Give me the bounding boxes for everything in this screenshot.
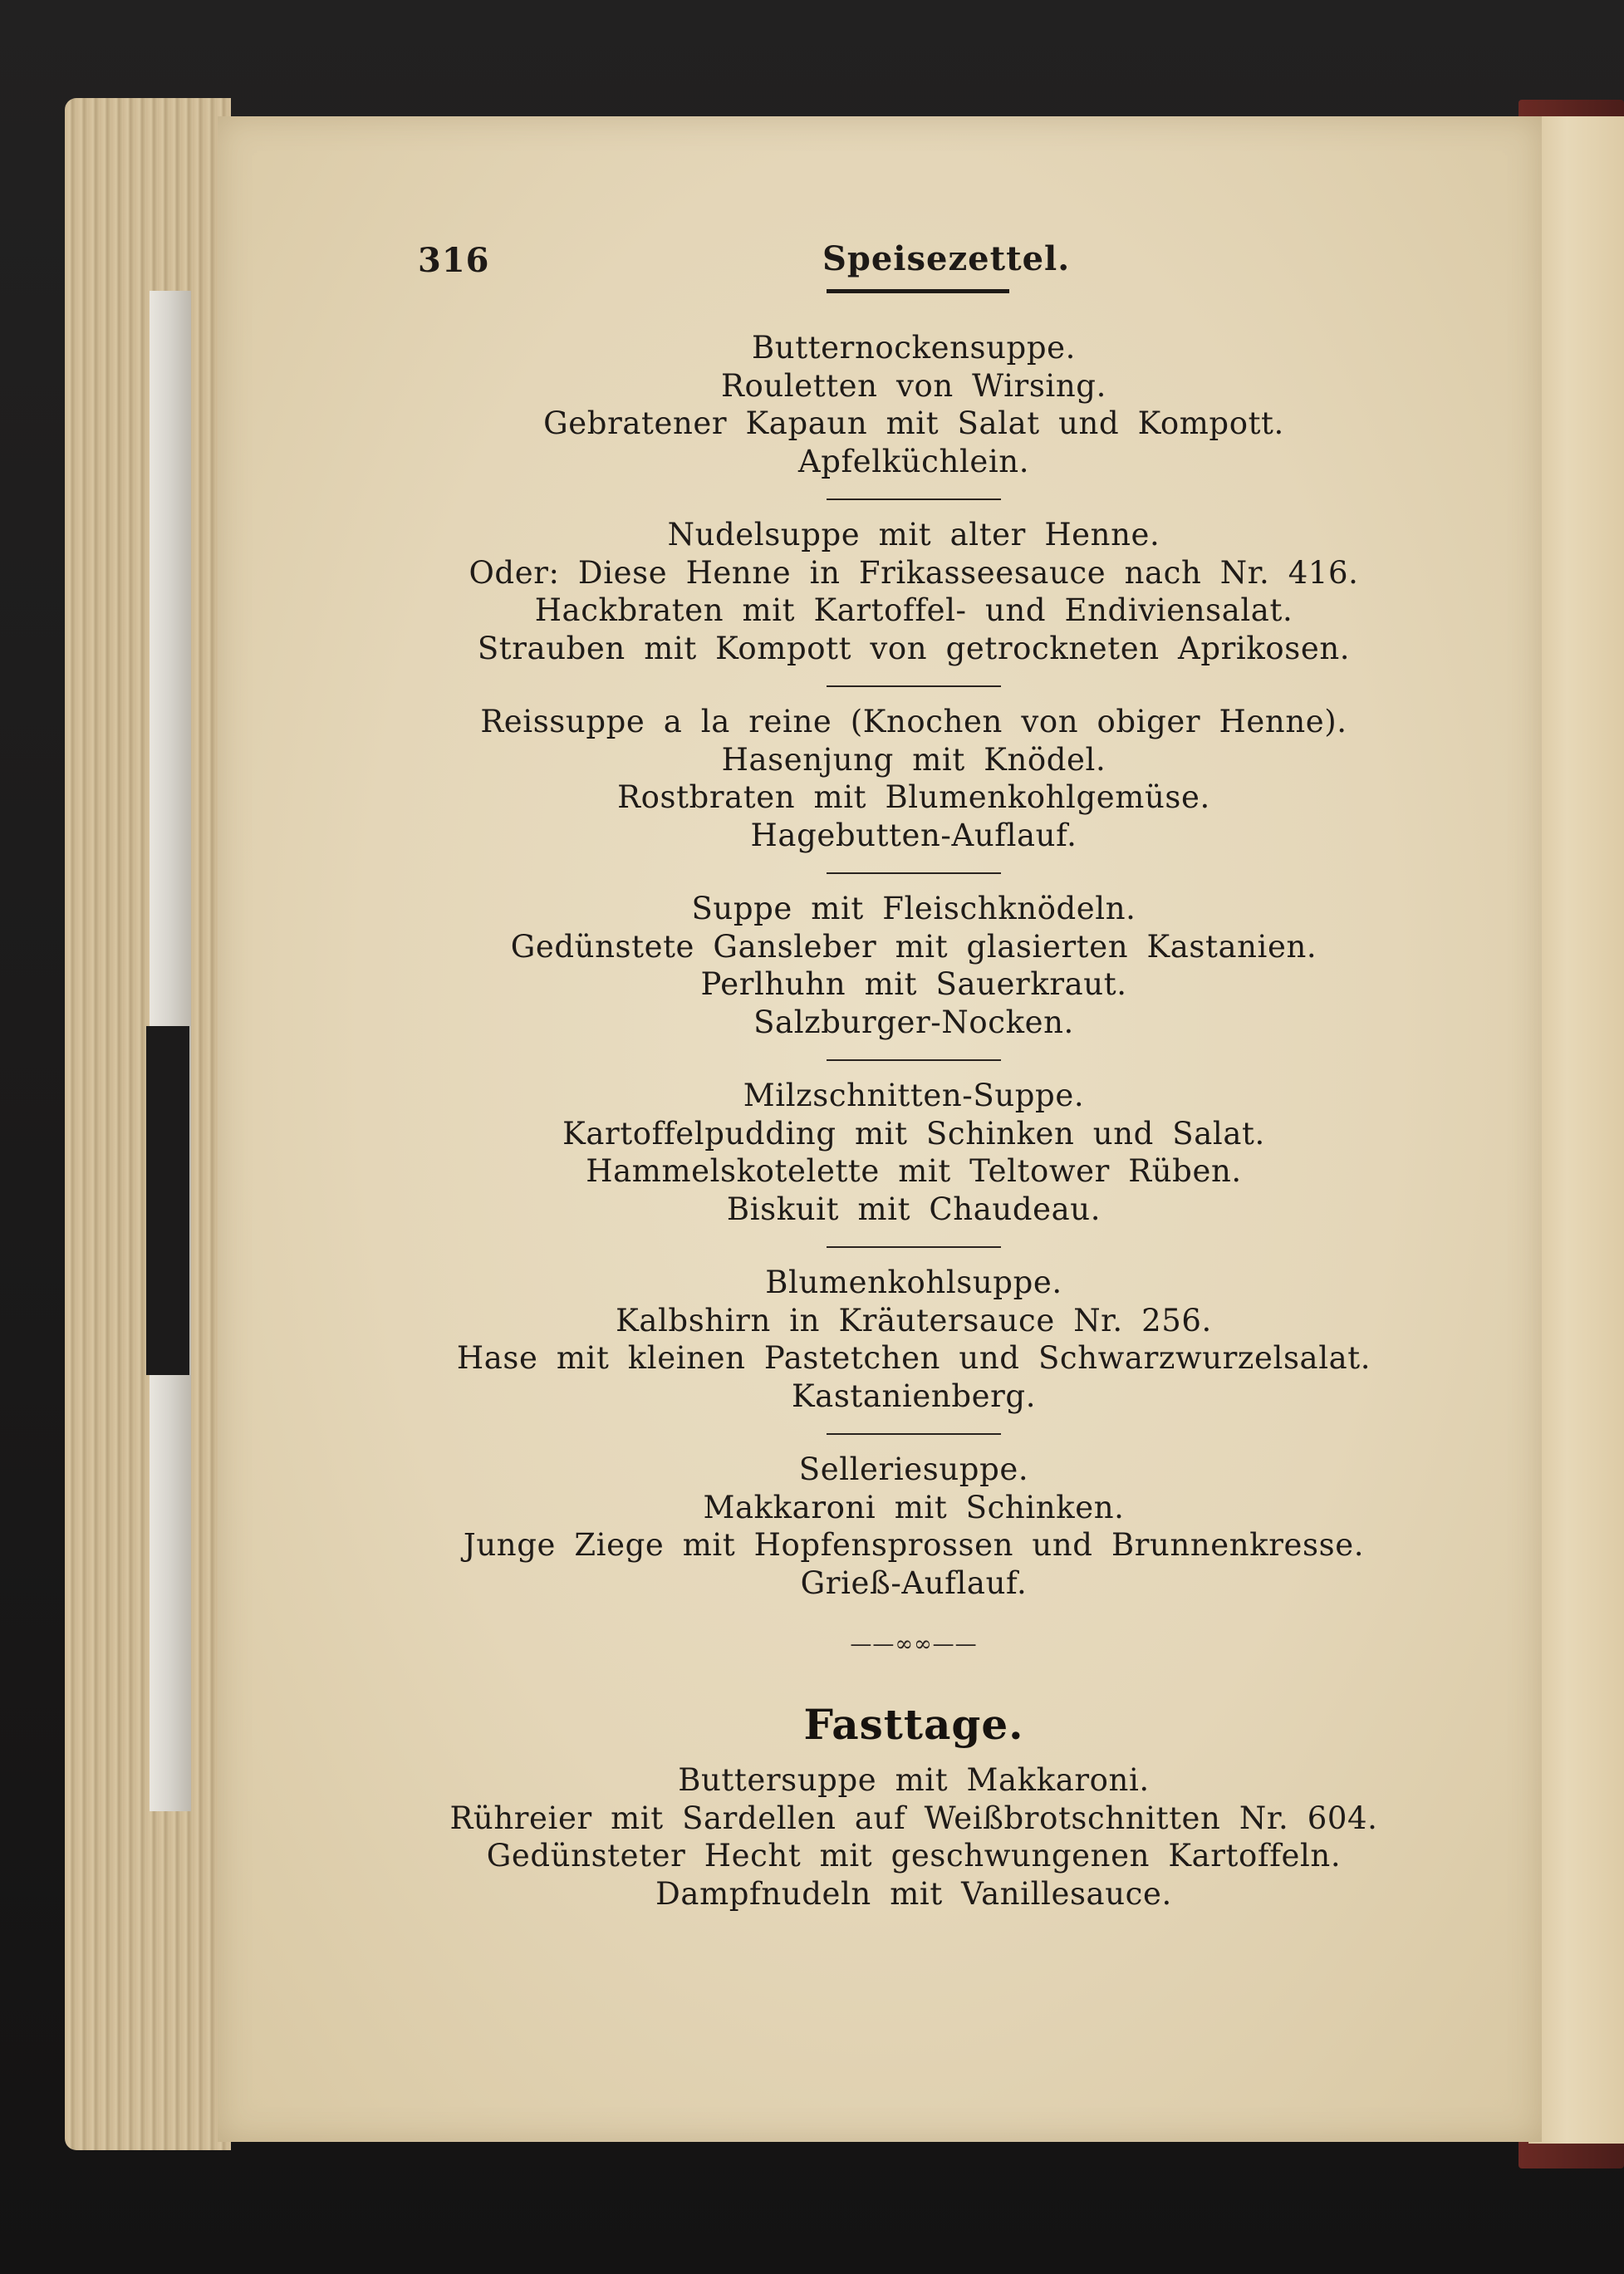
menu-line: Kastanienberg. <box>791 1378 1037 1414</box>
running-head-underline <box>827 289 1009 293</box>
menu-block <box>415 329 1412 480</box>
fasttage-heading: Fasttage. <box>803 1700 1024 1749</box>
menu-line: Kartoffelpudding mit Schinken und Salat. <box>562 1115 1265 1152</box>
menu-line: Apfelküchlein. <box>797 443 1030 479</box>
facing-page-edge <box>1528 116 1624 2144</box>
menu-line: Milzschnitten-Suppe. <box>743 1078 1085 1113</box>
fasttage-menu <box>415 1761 1412 1913</box>
page-number: 316 <box>418 241 490 280</box>
menu-block <box>415 1451 1412 1602</box>
menu-block <box>415 1077 1412 1228</box>
menu-line: Junge Ziege mit Hopfensprossen und Brunnenkresse. <box>463 1527 1365 1563</box>
menu-line: Perlhuhn mit Sauerkraut. <box>700 966 1127 1002</box>
menu-line: Reissuppe a la reine (Knochen von obiger Henne). <box>480 704 1347 739</box>
menu-block <box>415 703 1412 854</box>
menu-list <box>415 329 1412 1602</box>
menu-line: Kalbshirn in Kräutersauce Nr. 256. <box>616 1302 1212 1338</box>
menu-line: Butternockensuppe. <box>752 330 1076 366</box>
menu-line: Hagebutten-Auflauf. <box>750 817 1077 853</box>
menu-line: Buttersuppe mit Makkaroni. <box>678 1762 1150 1798</box>
menu-line: Strauben mit Kompott von getrockneten Aprikosen. <box>477 630 1351 666</box>
menu-block <box>415 1264 1412 1415</box>
menu-block <box>415 516 1412 667</box>
menu-line: Blumenkohlsuppe. <box>765 1265 1062 1300</box>
menu-line: Biskuit mit Chaudeau. <box>726 1191 1101 1227</box>
ornament-divider: ——∞∞—— <box>850 1632 978 1657</box>
menu-line: Makkaroni mit Schinken. <box>703 1489 1125 1525</box>
running-head: Speisezettel. <box>822 239 1071 278</box>
menu-block <box>415 890 1412 1041</box>
menu-line: Hackbraten mit Kartoffel- und Endiviensalat. <box>534 592 1293 628</box>
menu-line: Salzburger-Nocken. <box>753 1004 1074 1040</box>
menu-line: Rouletten von Wirsing. <box>721 367 1106 404</box>
menu-line: Suppe mit Fleischknödeln. <box>691 891 1136 926</box>
menu-line: Rühreier mit Sardellen auf Weißbrotschnitten Nr. 604. <box>449 1800 1378 1836</box>
menu-line: Oder: Diese Henne in Frikasseesauce nach Nr. 416. <box>469 554 1359 591</box>
menu-line: Hammelskotelette mit Teltower Rüben. <box>586 1153 1242 1189</box>
menu-line: Hase mit kleinen Pastetchen und Schwarzwurzelsalat. <box>456 1340 1371 1376</box>
menu-line: Selleriesuppe. <box>798 1451 1029 1487</box>
menu-block <box>415 1761 1412 1913</box>
menu-line: Hasenjung mit Knödel. <box>721 741 1106 778</box>
menu-line: Gedünsteter Hecht mit geschwungenen Kartoffeln. <box>486 1838 1342 1874</box>
menu-line: Dampfnudeln mit Vanillesauce. <box>655 1875 1172 1912</box>
menu-line: Grieß-Auflauf. <box>800 1564 1028 1601</box>
menu-line: Gedünstete Gansleber mit glasierten Kastanien. <box>510 928 1317 965</box>
menu-line: Rostbraten mit Blumenkohlgemüse. <box>617 779 1210 815</box>
dark-page-gap <box>146 1026 189 1375</box>
menu-line: Gebratener Kapaun mit Salat und Kompott. <box>543 405 1284 441</box>
menu-line: Nudelsuppe mit alter Henne. <box>667 517 1160 553</box>
